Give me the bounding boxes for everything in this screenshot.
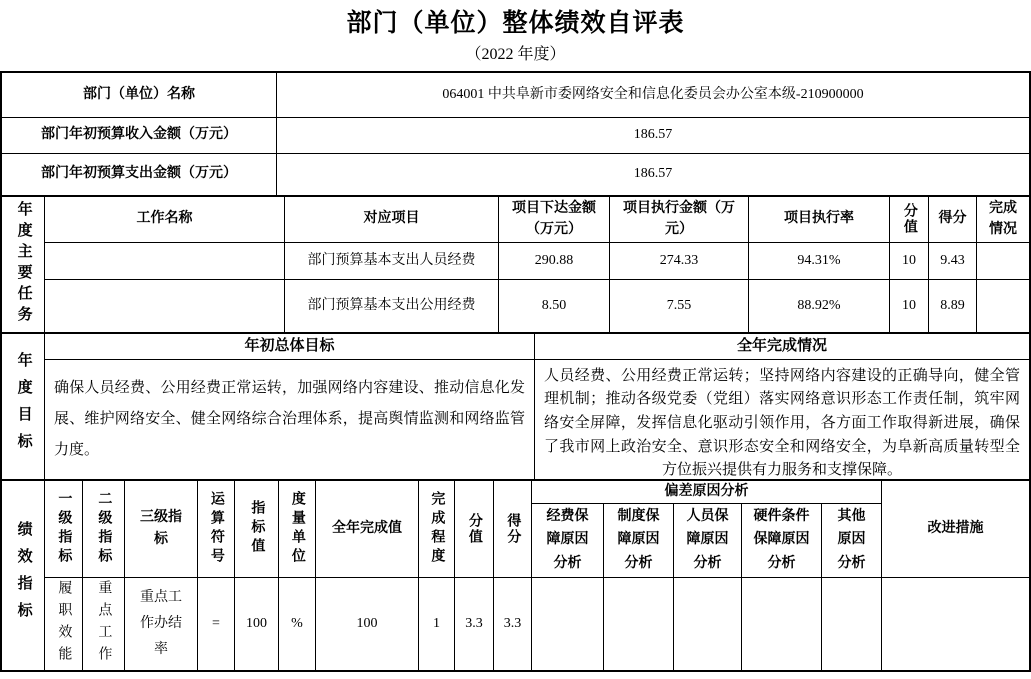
deviation-sub-hardware: 硬件条件保障原因分析 <box>742 504 821 577</box>
deviation-sub-personnel: 人员保障原因分析 <box>674 504 741 577</box>
page-subtitle: （2022 年度） <box>465 45 566 63</box>
indicator-cell-deviation-funding <box>532 578 603 670</box>
task-cell-executed-amount: 274.33 <box>610 243 748 279</box>
indicator-cell-level3: 重点工作办结率 <box>125 578 197 670</box>
indicator-header-operator: 运算符号 <box>198 481 234 577</box>
indicator-cell-deviation-hardware <box>742 578 821 670</box>
task-cell-project: 部门预算基本支出公用经费 <box>285 280 498 332</box>
task-header-project: 对应项目 <box>285 197 498 242</box>
task-cell-issued-amount: 290.88 <box>499 243 609 279</box>
indicator-cell-annual-value: 100 <box>316 578 418 670</box>
deviation-sub-other: 其他原因分析 <box>822 504 881 577</box>
task-cell-score: 8.89 <box>929 280 976 332</box>
task-header-score-value: 分值 <box>890 197 928 242</box>
indicator-cell-level1: 履职效能 <box>45 578 82 670</box>
indicator-cell-deviation-system <box>604 578 673 670</box>
info-value-budget-income: 186.57 <box>277 118 1029 153</box>
goal-text-initial: 确保人员经费、公用经费正常运转，加强网络内容建设、推动信息化发展、维护网络安全、健全网络综合治理体系，提高舆情监测和网络监管力度。 <box>45 360 534 479</box>
indicator-header-level2: 二级指标 <box>83 481 124 577</box>
task-cell-execution-rate: 94.31% <box>749 243 889 279</box>
indicator-header-unit: 度量单位 <box>279 481 315 577</box>
info-value-budget-expense: 186.57 <box>277 154 1029 195</box>
info-value-department-name: 064001 中共阜新市委网络安全和信息化委员会办公室本级-210900000 <box>277 73 1029 117</box>
task-cell-completion <box>977 243 1029 279</box>
task-header-executed-amount: 项目执行金额（万元） <box>610 197 748 242</box>
indicator-cell-deviation-other <box>822 578 881 670</box>
indicator-header-level1: 一级指标 <box>45 481 82 577</box>
task-cell-work-name <box>45 280 284 332</box>
goal-header-initial: 年初总体目标 <box>45 334 534 359</box>
info-label-budget-expense: 部门年初预算支出金额（万元） <box>2 154 276 195</box>
section-label-performance-indicators: 绩效指标 <box>2 481 44 670</box>
task-cell-score: 9.43 <box>929 243 976 279</box>
indicator-cell-operator: = <box>198 578 234 670</box>
section-label-annual-tasks: 年度主要任务 <box>2 197 44 332</box>
task-cell-score-value: 10 <box>890 280 928 332</box>
task-cell-work-name <box>45 243 284 279</box>
indicator-header-score: 得分 <box>494 481 531 577</box>
deviation-sub-funding: 经费保障原因分析 <box>532 504 603 577</box>
section-label-annual-goals: 年度目标 <box>2 334 44 479</box>
goal-text-completion: 人员经费、公用经费正常运转；坚持网络内容建设的正确导向，健全管理机制；推动各级党委（党组）落实网络意识形态工作责任制，筑牢网络安全屏障，发挥信息化驱动引领作用，各方面工作取得新进展，确保了我市网上政治安全、意识形态安全和网络安全，为阜新高质量转型全方位振兴提供有力服务和支撑保障。 <box>535 360 1029 479</box>
indicator-header-target-value: 指标值 <box>235 481 278 577</box>
basic-info-section <box>2 73 1029 195</box>
task-cell-project: 部门预算基本支出人员经费 <box>285 243 498 279</box>
evaluation-table <box>0 71 1031 672</box>
indicator-header-completion-degree: 完成程度 <box>419 481 454 577</box>
indicator-header-annual-value: 全年完成值 <box>316 481 418 577</box>
indicator-cell-deviation-personnel <box>674 578 741 670</box>
indicator-cell-target-value: 100 <box>235 578 278 670</box>
task-cell-score-value: 10 <box>890 243 928 279</box>
indicator-cell-level2: 重点工作 <box>83 578 124 670</box>
annual-tasks-section <box>2 197 1029 332</box>
indicator-cell-unit: % <box>279 578 315 670</box>
indicator-cell-improvement <box>882 578 1029 670</box>
indicator-cell-score-value: 3.3 <box>455 578 493 670</box>
info-label-department-name: 部门（单位）名称 <box>2 73 276 117</box>
improvement-measures-header: 改进措施 <box>882 481 1029 577</box>
indicator-header-score-value: 分值 <box>455 481 493 577</box>
task-header-score: 得分 <box>929 197 976 242</box>
deviation-sub-system: 制度保障原因分析 <box>604 504 673 577</box>
task-header-issued-amount: 项目下达金额（万元） <box>499 197 609 242</box>
goal-header-completion: 全年完成情况 <box>535 334 1029 359</box>
task-cell-executed-amount: 7.55 <box>610 280 748 332</box>
page-title: 部门（单位）整体绩效自评表 <box>346 10 685 37</box>
task-cell-issued-amount: 8.50 <box>499 280 609 332</box>
task-cell-completion <box>977 280 1029 332</box>
indicator-cell-score: 3.3 <box>494 578 531 670</box>
info-label-budget-income: 部门年初预算收入金额（万元） <box>2 118 276 153</box>
indicator-header-level3: 三级指标 <box>125 481 197 577</box>
task-header-completion: 完成情况 <box>977 197 1029 242</box>
self-evaluation-form-page <box>0 8 1031 672</box>
task-header-work-name: 工作名称 <box>45 197 284 242</box>
deviation-analysis-header: 偏差原因分析 <box>532 481 881 503</box>
performance-indicators-section <box>2 481 1029 670</box>
task-cell-execution-rate: 88.92% <box>749 280 889 332</box>
task-header-execution-rate: 项目执行率 <box>749 197 889 242</box>
indicator-cell-completion-degree: 1 <box>419 578 454 670</box>
annual-goals-section <box>2 334 1029 479</box>
